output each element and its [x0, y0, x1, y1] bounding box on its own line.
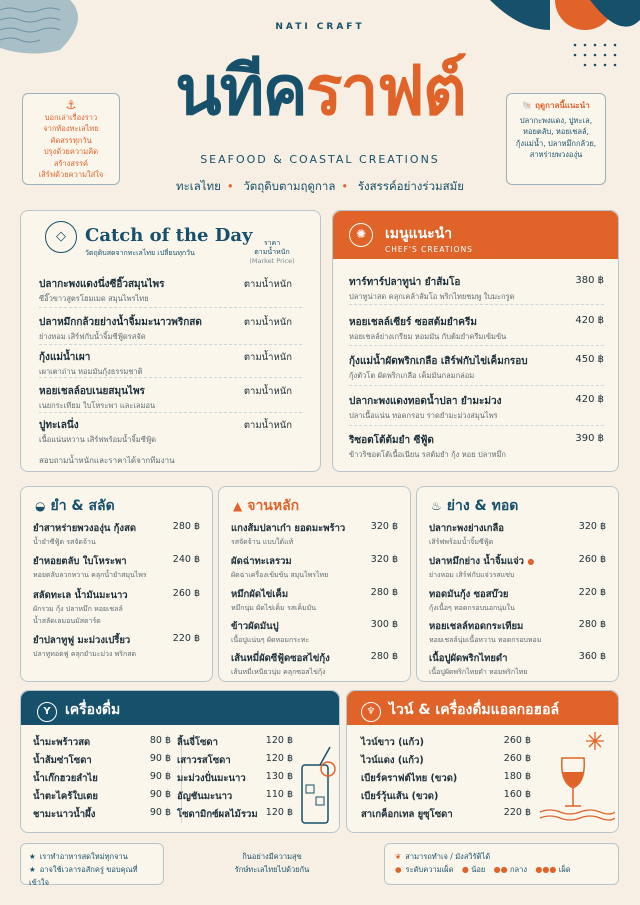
item-desc: น้ำสลัดเลมอนมัสตาร์ด: [33, 616, 101, 625]
menu-item: [231, 619, 398, 646]
catch-subtitle: วัตถุดิบสดจากทะเลไทย เปลี่ยนทุกวัน: [85, 249, 195, 257]
item-desc: ย่างหอม เสิร์ฟกับน้ำจิ้มซีฟู้ดรสจัด: [39, 332, 146, 341]
restaurant-title: [130, 45, 510, 145]
item-name: ปลากะพงย่างเกลือ: [429, 523, 505, 534]
item-price: 360 ฿: [578, 651, 606, 662]
item-price: 220 ฿: [578, 587, 606, 598]
drink-price: 90 ฿: [149, 807, 171, 818]
footer-fresh-note: [20, 843, 164, 885]
item-name: หอยเชลล์เซียร์ ซอสต้มยำครีม: [349, 317, 477, 328]
item-name: ปลาหมึกกล้วยย่างน้ำจิ้มมะนาวพริกสด: [39, 317, 202, 328]
drink-price: 110 ฿: [265, 789, 293, 800]
star-icon: ★: [29, 865, 36, 874]
item-price: 280 ฿: [172, 521, 200, 532]
item-price: 280 ฿: [578, 619, 606, 630]
item-name: ทอดมันกุ้ง ซอสบ๊วย: [429, 589, 509, 600]
chef-subtitle: CHEF'S CREATIONS: [385, 245, 473, 254]
menu-item: [39, 315, 304, 342]
item-desc: เส้นหมี่เหนียวนุ่ม คลุกซอสไข่กุ้ง: [231, 668, 326, 676]
menu-item: [231, 521, 398, 548]
flame-icon: ♨: [431, 499, 442, 513]
story-line: คัดสรรทุกวัน: [50, 135, 92, 145]
title-part-2: ราฟต์: [305, 51, 465, 131]
item-price: 260 ฿: [578, 554, 606, 565]
price-label: ราคา: [263, 239, 281, 247]
item-name: หอยเชลล์อบเนยสมุนไพร: [39, 386, 145, 397]
drink-price: 90 ฿: [149, 753, 171, 764]
drink-name: น้ำเก๊กฮวยลำไย: [33, 773, 98, 784]
salads-title: ยำ & สลัด: [50, 498, 115, 514]
menu-item: [39, 277, 304, 304]
drink-item: [177, 789, 293, 804]
menu-item: [349, 433, 604, 460]
item-price: 420 ฿: [575, 394, 604, 405]
drink-item: [33, 789, 171, 804]
drink-item: [361, 807, 531, 822]
drink-price: 120 ฿: [265, 753, 293, 764]
dot-grid-decoration: [570, 40, 630, 90]
item-price: ตามน้ำหนัก: [243, 279, 292, 290]
item-desc: ผัดฉ่าเครื่องเข้มข้น สมุนไพรไทย: [231, 571, 329, 579]
item-desc: ปลาทูน่าสด คลุกเคล้าส้มโอ พริกไทยชมพู ใบมะกรูด: [349, 292, 515, 301]
item-desc: ปลาทูทอดฟู คลุกยำมะม่วง พริกสด: [33, 650, 137, 658]
item-price: 300 ฿: [370, 619, 398, 630]
footer-line: อาจใช้เวลารอสักครู่ ขอบคุณที่เข้าใจ: [29, 865, 138, 887]
menu-item: [429, 521, 606, 548]
drink-item: [33, 807, 171, 822]
item-desc: หมึกนุ่ม ผัดไข่เค็ม รสเค็มมัน: [231, 604, 317, 612]
item-price: 320 ฿: [578, 521, 606, 532]
grill-fry-panel: [416, 486, 619, 682]
spice-label: ระดับความเผ็ด: [405, 865, 454, 874]
item-desc: หอยเชลล์นุ่มเนื้อหวาน ทอดกรอบหอม: [429, 636, 542, 644]
menu-item: [33, 588, 200, 626]
subtitle-english: SEAFOOD & COASTAL CREATIONS: [200, 153, 440, 166]
wine-glass-icon: ♆: [361, 702, 381, 722]
item-desc: ปลาเนื้อแน่น ทอดกรอบ ราดยำมะม่วงสมุนไพร: [349, 411, 498, 420]
item-price: 220 ฿: [172, 633, 200, 644]
item-price: ตามน้ำหนัก: [243, 317, 292, 328]
item-desc: เผาเตาถ่าน หอมมันกุ้งธรรมชาติ: [39, 367, 143, 376]
spice-level-medium: กลาง: [510, 865, 528, 874]
drink-price: 260 ฿: [503, 753, 531, 764]
drink-name: สาเกค็อกเทล ยูซุโซดา: [361, 809, 453, 820]
drink-price: 120 ฿: [265, 735, 293, 746]
shell-icon: 🐚: [522, 101, 533, 110]
drink-item: [177, 771, 293, 786]
item-desc: รสจัดจ้าน แบบใต้แท้: [231, 538, 294, 546]
drink-price: 180 ฿: [503, 771, 531, 782]
story-line: บอกเล่าเรื่องราว: [44, 112, 98, 122]
item-name: เส้นหมี่ผัดซีฟู้ดซอสไข่กุ้ง: [231, 653, 330, 664]
chili-icon: ●●: [493, 865, 508, 874]
brand-values: ทะเลไทย • วัตถุดิบตามฤดูกาล • รังสรรค์อย่างร่วมสมัย: [176, 179, 464, 193]
leaf-icon: ❦: [395, 852, 402, 861]
item-name: ริซอตโต้ต้มยำ ซีฟู้ด: [349, 435, 434, 446]
cloche-icon: ▲: [233, 499, 243, 513]
item-name: แกงส้มปลาเก๋า ยอดมะพร้าว: [231, 523, 346, 534]
drink-name: โซดามิกซ์ผลไม้รวม: [177, 809, 258, 820]
menu-item: [429, 554, 606, 581]
drink-name: ไวน์ขาว (แก้ว): [361, 737, 424, 748]
item-desc: กุ้งเนื้อๆ ทอดกรอบนอกนุ่มใน: [429, 604, 515, 612]
seasonal-line: สาหร่ายพวงองุ่น: [529, 150, 583, 159]
item-name: หอยเชลล์ทอดกระเทียม: [429, 621, 524, 632]
drink-price: 90 ฿: [149, 771, 171, 782]
drink-item: [177, 735, 293, 750]
drink-price: 260 ฿: [503, 735, 531, 746]
item-price: 320 ฿: [370, 554, 398, 565]
footer-line: กินอย่างมีความสุข: [242, 852, 302, 861]
value-2: วัตถุดิบตามฤดูกาล: [243, 179, 336, 193]
catch-title: Catch of the Day: [85, 225, 253, 246]
value-1: ทะเลไทย: [176, 179, 221, 193]
item-price: ตามน้ำหนัก: [243, 386, 292, 397]
footer-line: รักษ์ทะเลไทยไปด้วยกัน: [234, 865, 310, 874]
drinks-panel: [20, 690, 340, 833]
menu-item: [349, 275, 604, 302]
item-name: ปลากะพงแดงทอดน้ำปลา ยำมะม่วง: [349, 396, 502, 407]
item-name: หมึกผัดไข่เค็ม: [231, 589, 289, 600]
spice-level-hot: เผ็ด: [558, 865, 571, 874]
drink-item: [33, 753, 171, 768]
item-name: เนื้อปูผัดพริกไทยดำ: [429, 653, 508, 664]
wine-glass-illustration: [540, 730, 615, 825]
footer-center-message: [208, 843, 336, 885]
item-price: ตามน้ำหนัก: [243, 352, 292, 363]
anchor-icon: ⚓: [65, 98, 77, 112]
price-label-2: ตามน้ำหนัก: [254, 248, 290, 256]
seasonal-heading: ฤดูกาลนี้แนะนำ: [535, 101, 590, 110]
item-price: 280 ฿: [370, 651, 398, 662]
mains-title: จานหลัก: [247, 498, 300, 514]
item-price: 260 ฿: [172, 588, 200, 599]
menu-item: [33, 554, 200, 581]
item-desc: เนื้อปูผัดพริกไทยดำ หอมพริกไทย: [429, 668, 528, 676]
drink-name: ชามะนาวน้ำผึ้ง: [33, 809, 96, 820]
drink-item: [33, 771, 171, 786]
seasonal-line: กุ้งแม่น้ำ, ปลาหมึกกล้วย,: [515, 138, 597, 148]
item-price: 320 ฿: [370, 521, 398, 532]
chili-icon: ●: [395, 865, 402, 874]
drink-item: [177, 807, 293, 822]
story-line: จากท้องทะเลไทย: [43, 124, 99, 133]
drink-item: [361, 771, 531, 786]
item-name: ผัดฉ่าทะเลรวม: [231, 556, 292, 567]
drink-name: ลิ้นจี่โซดา: [177, 737, 218, 748]
item-desc: หอยตลับลวกหวาน คลุกน้ำยำสมุนไพร: [33, 571, 147, 579]
mains-panel: [218, 486, 411, 682]
drink-name: มะม่วงปั่นมะนาว: [177, 773, 246, 784]
footer-line: เราทำอาหารสดใหม่ทุกจาน: [39, 852, 128, 861]
item-desc: น้ำยำซีฟู้ด รสจัดจ้าน: [33, 538, 96, 546]
menu-item: [39, 350, 304, 377]
catch-of-the-day-panel: [20, 210, 321, 472]
item-name: กุ้งแม่น้ำเผา: [39, 352, 91, 363]
brand-tagline: NATI CRAFT: [275, 22, 365, 32]
drink-name: น้ำตะไคร้ใบเตย: [33, 791, 98, 802]
menu-item: [33, 633, 200, 660]
star-icon: ★: [29, 852, 36, 861]
seasonal-line: ปลากะพงแดง, ปูทะเล,: [519, 115, 593, 125]
drink-price: 90 ฿: [149, 789, 171, 800]
cocktail-glass-icon: Y: [37, 702, 57, 722]
shell-icon: ✺: [349, 223, 373, 247]
item-price: 420 ฿: [575, 315, 604, 326]
item-price: 280 ฿: [370, 587, 398, 598]
drink-name: เสาวรสโซดา: [177, 755, 231, 766]
footer-diet-spice-legend: [384, 843, 619, 885]
item-desc: ซีอิ๊วขาวสูตรโฮมเมด สมุนไพรไทย: [39, 294, 149, 303]
iced-drink-illustration: [294, 745, 340, 827]
drink-item: [361, 735, 531, 750]
price-label-3: (Market Price): [249, 257, 295, 265]
story-line: เสิร์ฟด้วยความใส่ใจ: [38, 170, 104, 179]
item-price: 390 ฿: [575, 433, 604, 444]
item-name: กุ้งแม่น้ำผัดพริกเกลือ เสิร์ฟกับไข่เค็มกรอบ: [349, 356, 528, 367]
item-desc: ย่างหอม เสิร์ฟกับแจ่วรสแซ่บ: [429, 571, 515, 579]
salads-panel: [20, 486, 213, 682]
item-desc: กุ้งตัวโต ผัดพริกเกลือ เค็มมันกลมกล่อม: [349, 371, 475, 380]
menu-item: [39, 418, 304, 445]
menu-item: [39, 384, 304, 411]
story-line: ปรุงด้วยความคิดสร้างสรรค์: [43, 147, 99, 168]
menu-item: [349, 354, 604, 381]
drink-name: เบียร์คราฟต์ไทย (ขวด): [361, 773, 458, 784]
spice-level-low: น้อย: [471, 865, 486, 874]
drink-price: 130 ฿: [265, 771, 293, 782]
grill-title: ย่าง & ทอด: [446, 498, 519, 514]
item-desc: หอยเชลล์ย่างเกรียม หอมมัน กับต้มยำครีมเข้มข้น: [349, 332, 507, 341]
item-desc: ข้าวริซอตโต้เนื้อเนียน รสต้มยำ กุ้ง หอย ปลาหมึก: [349, 450, 506, 459]
item-price: ตามน้ำหนัก: [243, 420, 292, 431]
chefs-creations-panel: [332, 210, 619, 472]
market-price-note: [244, 239, 300, 266]
item-desc: เสิร์ฟพร้อมน้ำจิ้มซีฟู้ด: [429, 538, 494, 546]
item-desc: เนื้อปูแน่นๆ ผัดหอมกระทะ: [231, 636, 310, 644]
item-name: ปูทะเลนึ่ง: [39, 420, 79, 431]
drink-name: ไวน์แดง (แก้ว): [361, 755, 424, 766]
item-price: 450 ฿: [575, 354, 604, 365]
item-name: ยำหอยตลับ ใบโหระพา: [33, 556, 127, 567]
menu-item: [429, 587, 606, 614]
drink-item: [177, 753, 293, 768]
menu-item: [231, 651, 398, 678]
drink-name: น้ำมะพร้าวสด: [33, 737, 91, 748]
item-desc: เนยกระเทียม ใบโหระพา และเลมอน: [39, 401, 156, 410]
drink-price: 80 ฿: [149, 735, 171, 746]
drink-item: [361, 789, 531, 804]
item-name: ทาร์ทาร์ปลาทูน่า ยำส้มโอ: [349, 277, 461, 288]
menu-item: [349, 315, 604, 342]
drink-item: [361, 753, 531, 768]
catch-footer-note: สอบถามน้ำหนักและราคาได้จากทีมงาน: [39, 456, 175, 465]
drink-price: 160 ฿: [503, 789, 531, 800]
item-name: ยำสาหร่ายพวงองุ่น กุ้งสด: [33, 523, 137, 534]
story-box: [22, 93, 120, 185]
fish-icon: ◇: [45, 221, 77, 253]
menu-item: [33, 521, 200, 548]
menu-item: [349, 394, 604, 421]
chili-icon: ●: [461, 865, 469, 874]
drink-name: เบียร์วุ้นเส้น (ขวด): [361, 791, 439, 802]
seasonal-box: [506, 93, 606, 185]
item-desc: ผักรวม กุ้ง ปลาหมึก หอยเชลล์: [33, 605, 123, 613]
item-price: 240 ฿: [172, 554, 200, 565]
drink-item: [33, 735, 171, 750]
item-desc: เนื้อแน่นหวาน เสิร์ฟพร้อมน้ำจิ้มซีฟู้ด: [39, 435, 157, 444]
drink-price: 120 ฿: [265, 807, 293, 818]
drinks-title: เครื่องดื่ม: [65, 702, 121, 718]
title-part-1: นทีค: [175, 51, 306, 131]
item-name: ปลากะพงแดงนึ่งซีอิ๊วสมุนไพร: [39, 279, 165, 290]
chili-icon: ●●●: [535, 865, 557, 874]
bowl-icon: ◒: [35, 499, 46, 513]
wine-title: ไวน์ & เครื่องดื่มแอลกอฮอล์: [389, 702, 560, 718]
veg-note: สามารถทำเจ / มังสวิรัติได้: [405, 852, 491, 861]
menu-item: [429, 619, 606, 646]
item-price: 380 ฿: [575, 275, 604, 286]
menu-item: [231, 587, 398, 614]
menu-item: [429, 651, 606, 678]
chili-icon: ●: [527, 557, 535, 566]
drink-name: อัญชันมะนาว: [177, 791, 233, 802]
drink-price: 220 ฿: [503, 807, 531, 818]
chef-title: เมนูแนะนำ: [385, 226, 453, 242]
drink-name: น้ำส้มซ่าโซดา: [33, 755, 92, 766]
seasonal-line: หอยตลับ, หอยเชลล์,: [523, 127, 589, 136]
value-3: รังสรรค์อย่างร่วมสมัย: [357, 179, 464, 193]
menu-item: [231, 554, 398, 581]
item-name: ข้าวผัดมันปู: [231, 621, 279, 632]
item-name: ปลาหมึกย่าง น้ำจิ้มแจ่ว: [429, 556, 524, 567]
item-name: ยำปลาทูฟู มะม่วงเปรี้ยว: [33, 635, 131, 646]
item-name: สลัดทะเล น้ำมันมะนาว: [33, 590, 128, 601]
